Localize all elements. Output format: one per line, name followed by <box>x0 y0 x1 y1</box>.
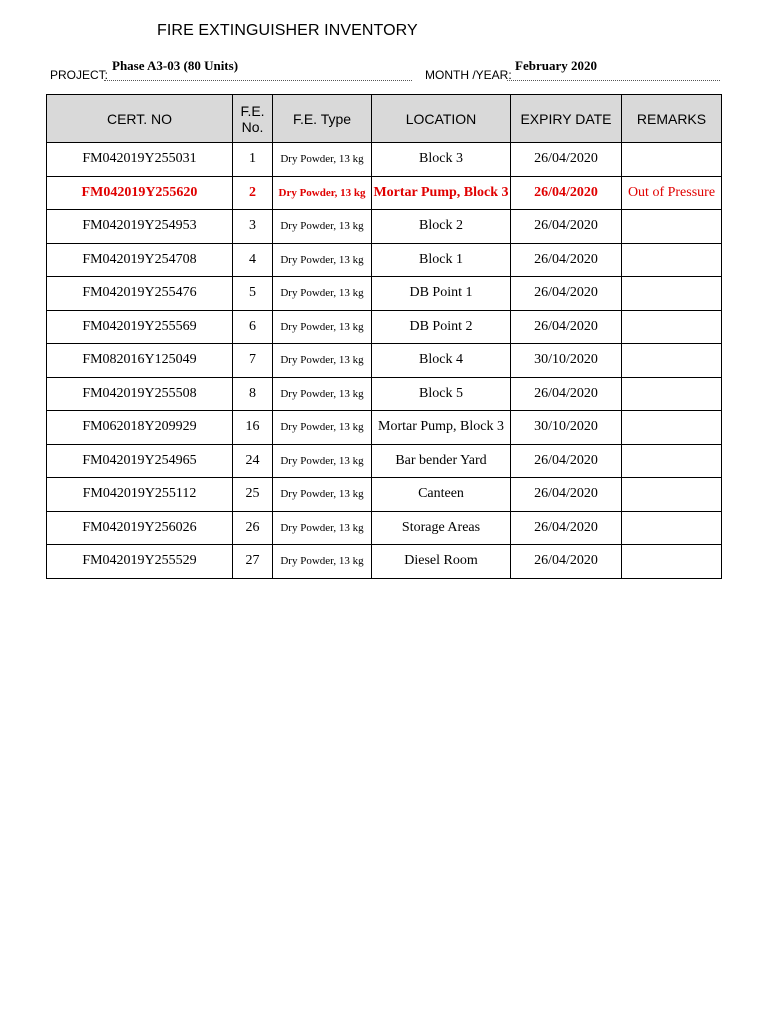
expiry-date-cell: 26/04/2020 <box>511 176 622 210</box>
cert-no-cell: FM042019Y255620 <box>47 176 233 210</box>
expiry-date-cell: 26/04/2020 <box>511 377 622 411</box>
inventory-table <box>46 94 722 579</box>
fe-type-cell: Dry Powder, 13 kg <box>273 411 372 445</box>
cert-no-cell: FM042019Y255529 <box>47 545 233 579</box>
document-title: FIRE EXTINGUISHER INVENTORY <box>157 22 418 39</box>
table-row <box>47 344 722 378</box>
table-row <box>47 545 722 579</box>
fe-type-cell: Dry Powder, 13 kg <box>273 478 372 512</box>
location-cell: DB Point 1 <box>372 277 511 311</box>
table-row <box>47 243 722 277</box>
fe-type-cell: Dry Powder, 13 kg <box>273 143 372 177</box>
location-cell: Storage Areas <box>372 511 511 545</box>
cert-no-cell: FM042019Y256026 <box>47 511 233 545</box>
fe-no-cell: 3 <box>233 210 273 244</box>
expiry-date-cell: 26/04/2020 <box>511 444 622 478</box>
fe-type-cell: Dry Powder, 13 kg <box>273 545 372 579</box>
header-cert-no: CERT. NO <box>47 95 233 143</box>
remarks-cell <box>622 444 722 478</box>
inventory-table-body <box>47 143 722 579</box>
table-row <box>47 377 722 411</box>
cert-no-cell: FM042019Y254708 <box>47 243 233 277</box>
cert-no-cell: FM042019Y255112 <box>47 478 233 512</box>
header-location: LOCATION <box>372 95 511 143</box>
fe-no-cell: 24 <box>233 444 273 478</box>
fe-no-cell: 7 <box>233 344 273 378</box>
header-fe-type: F.E. Type <box>273 95 372 143</box>
fe-type-cell: Dry Powder, 13 kg <box>273 310 372 344</box>
fe-type-cell: Dry Powder, 13 kg <box>273 511 372 545</box>
month-year-label: MONTH /YEAR: <box>425 68 512 82</box>
location-cell: Block 2 <box>372 210 511 244</box>
location-cell: Block 1 <box>372 243 511 277</box>
location-cell: Bar bender Yard <box>372 444 511 478</box>
expiry-date-cell: 26/04/2020 <box>511 143 622 177</box>
remarks-cell <box>622 210 722 244</box>
fe-type-cell: Dry Powder, 13 kg <box>273 344 372 378</box>
expiry-date-cell: 26/04/2020 <box>511 511 622 545</box>
project-value: Phase A3-03 (80 Units) <box>112 58 239 73</box>
fe-type-cell: Dry Powder, 13 kg <box>273 243 372 277</box>
cert-no-cell: FM042019Y254953 <box>47 210 233 244</box>
project-dotted-line <box>104 80 412 81</box>
header-expiry-date: EXPIRY DATE <box>511 95 622 143</box>
location-cell: Block 5 <box>372 377 511 411</box>
fe-type-cell: Dry Powder, 13 kg <box>273 444 372 478</box>
expiry-date-cell: 26/04/2020 <box>511 478 622 512</box>
fe-no-cell: 2 <box>233 176 273 210</box>
remarks-cell <box>622 478 722 512</box>
cert-no-cell: FM042019Y255031 <box>47 143 233 177</box>
fe-no-cell: 16 <box>233 411 273 445</box>
fe-no-cell: 25 <box>233 478 273 512</box>
fe-no-cell: 5 <box>233 277 273 311</box>
cert-no-cell: FM042019Y255569 <box>47 310 233 344</box>
table-row <box>47 277 722 311</box>
month-year-value: February 2020 <box>515 58 597 73</box>
location-cell: Mortar Pump, Block 3 <box>372 176 511 210</box>
fe-type-cell: Dry Powder, 13 kg <box>273 176 372 210</box>
remarks-cell <box>622 277 722 311</box>
fe-no-cell: 27 <box>233 545 273 579</box>
project-label: PROJECT: <box>50 68 109 82</box>
remarks-cell <box>622 310 722 344</box>
table-row <box>47 143 722 177</box>
remarks-cell <box>622 377 722 411</box>
fe-type-cell: Dry Powder, 13 kg <box>273 277 372 311</box>
table-row <box>47 176 722 210</box>
expiry-date-cell: 30/10/2020 <box>511 344 622 378</box>
location-cell: Mortar Pump, Block 3 <box>372 411 511 445</box>
table-header-row <box>47 95 722 143</box>
fe-no-cell: 4 <box>233 243 273 277</box>
expiry-date-cell: 26/04/2020 <box>511 310 622 344</box>
table-row <box>47 411 722 445</box>
location-cell: Diesel Room <box>372 545 511 579</box>
fe-no-cell: 1 <box>233 143 273 177</box>
fe-no-cell: 26 <box>233 511 273 545</box>
remarks-cell <box>622 511 722 545</box>
remarks-cell <box>622 243 722 277</box>
remarks-cell <box>622 143 722 177</box>
header-remarks: REMARKS <box>622 95 722 143</box>
month-year-dotted-line <box>507 80 720 81</box>
fe-no-cell: 8 <box>233 377 273 411</box>
header-fe-no: F.E. No. <box>233 95 273 143</box>
project-line <box>50 58 412 84</box>
expiry-date-cell: 26/04/2020 <box>511 210 622 244</box>
expiry-date-cell: 26/04/2020 <box>511 243 622 277</box>
table-row <box>47 478 722 512</box>
location-cell: Block 4 <box>372 344 511 378</box>
location-cell: DB Point 2 <box>372 310 511 344</box>
expiry-date-cell: 26/04/2020 <box>511 277 622 311</box>
cert-no-cell: FM062018Y209929 <box>47 411 233 445</box>
table-row <box>47 511 722 545</box>
fe-no-cell: 6 <box>233 310 273 344</box>
remarks-cell <box>622 411 722 445</box>
table-row <box>47 444 722 478</box>
cert-no-cell: FM042019Y254965 <box>47 444 233 478</box>
remarks-cell: Out of Pressure <box>622 176 722 210</box>
table-row <box>47 310 722 344</box>
cert-no-cell: FM042019Y255508 <box>47 377 233 411</box>
remarks-cell <box>622 545 722 579</box>
location-cell: Block 3 <box>372 143 511 177</box>
month-year-line <box>425 58 720 84</box>
cert-no-cell: FM042019Y255476 <box>47 277 233 311</box>
expiry-date-cell: 30/10/2020 <box>511 411 622 445</box>
fe-type-cell: Dry Powder, 13 kg <box>273 377 372 411</box>
remarks-cell <box>622 344 722 378</box>
expiry-date-cell: 26/04/2020 <box>511 545 622 579</box>
location-cell: Canteen <box>372 478 511 512</box>
table-row <box>47 210 722 244</box>
cert-no-cell: FM082016Y125049 <box>47 344 233 378</box>
fe-type-cell: Dry Powder, 13 kg <box>273 210 372 244</box>
